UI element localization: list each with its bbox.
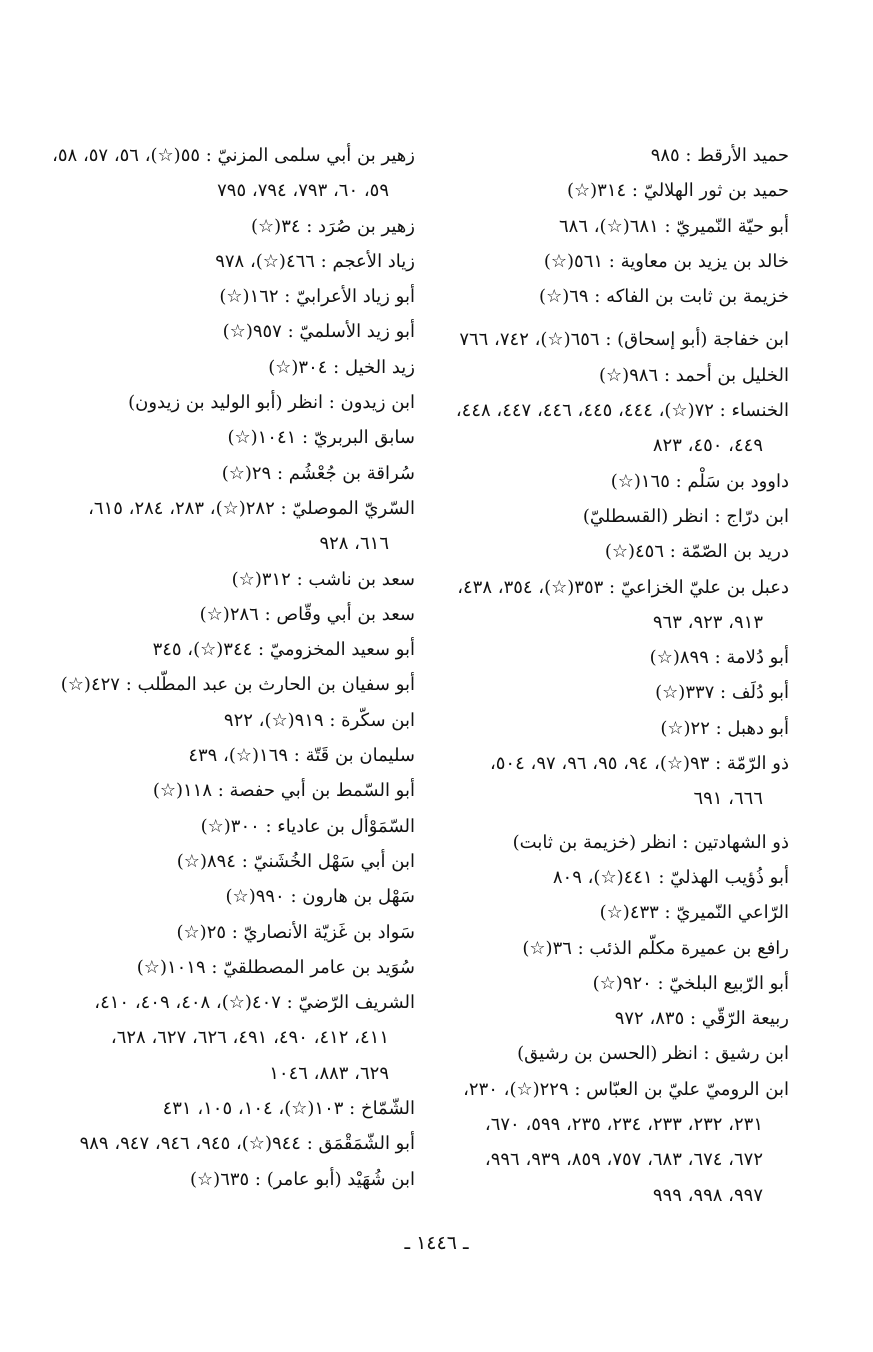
index-entry [65,209,415,244]
index-entry [441,746,789,817]
index-entry-continuation: ٩٩٧، ٩٩٨، ٩٩٩ [652,1184,763,1206]
entry-group-spacer [441,817,789,825]
index-entry-line: أبو دهبل : ٢٢(☆) [660,717,789,739]
index-entry-line: أبو زياد الأعرابيّ : ١٦٢(☆) [219,286,415,308]
index-entry [441,393,789,464]
index-entry-line: ابن زيدون : انظر (أبو الوليد بن زيدون) [128,392,415,414]
index-entry [441,895,789,930]
index-entry [441,358,789,393]
index-entry-line: داوود بن سَلْم : ١٦٥(☆) [610,470,789,492]
index-column-left [52,138,415,1197]
index-entry-line: خزيمة بن ثابت بن الفاكه : ٦٩(☆) [539,286,789,308]
index-entry [65,773,415,808]
index-entry-line: زيد الخيل : ٣٠٤(☆) [268,356,415,378]
index-entry-line: أبو الشّمَقْمَق : ٩٤٤(☆)، ٩٤٥، ٩٤٦، ٩٤٧، ٩٨٩ [79,1133,415,1155]
index-entry-line: ذو الرّمّة : ٩٣(☆)، ٩٤، ٩٥، ٩٦، ٩٧، ٥٠٤، [489,753,789,775]
index-entry-continuation: ٦٦٦، ٦٩١ [693,788,763,810]
index-entry-continuation: ٦٧٢، ٦٧٤، ٦٨٣، ٧٥٧، ٨٥٩، ٩٣٩، ٩٩٦، [484,1149,763,1171]
index-entry [65,879,415,914]
index-entry [65,597,415,632]
index-entry [65,491,415,562]
index-entry-line: ابن شُهَيْد (أبو عامر) : ٦٣٥(☆) [190,1168,415,1190]
index-entry-line: أبو الرّبيع البلخيّ : ٩٢٠(☆) [592,972,789,994]
index-entry-line: ذو الشهادتين : انظر (خزيمة بن ثابت) [512,831,789,853]
index-entry [441,244,789,279]
index-entry [65,738,415,773]
index-entry-line: دريد بن الصّمّة : ٤٥٦(☆) [604,541,789,563]
index-entry-line: السّريّ الموصليّ : ٢٨٢(☆)، ٢٨٣، ٢٨٤، ٦١٥، [88,497,415,519]
index-entry [441,570,789,641]
index-entry-line: أبو حيّة النّميريّ : ٦٨١(☆)، ٦٨٦ [559,215,789,237]
index-entry-line: ابن رشيق : انظر (الحسن بن رشيق) [517,1043,789,1065]
index-entry-line: زهير بن أبي سلمى المزنيّ : ٥٥(☆)، ٥٦، ٥٧، ٥٨، [52,145,415,166]
index-entry [441,499,789,534]
index-entry-line: حميد الأرقط : ٩٨٥ [650,145,789,166]
index-entry-continuation: ٩١٣، ٩٢٣، ٩٦٣ [652,611,763,633]
index-entry [441,322,789,357]
index-entry-line: ابن سكّرة : ٩١٩(☆)، ٩٢٢ [223,709,415,731]
index-entry [441,138,789,173]
index-entry-continuation: ٢٣١، ٢٣٢، ٢٣٣، ٢٣٤، ٢٣٥، ٥٩٩، ٦٧٠، [484,1114,763,1136]
index-entry [65,1126,415,1161]
index-entry [65,385,415,420]
index-entry [65,1091,415,1126]
index-entry-line: ابن خفاجة (أبو إسحاق) : ٦٥٦(☆)، ٧٤٢، ٧٦٦ [459,329,789,351]
index-entry [65,985,415,1091]
index-entry-line: ربيعة الرّقّي : ٨٣٥، ٩٧٢ [614,1008,789,1030]
index-entry [65,350,415,385]
index-entry [65,809,415,844]
index-entry-line: أبو دُلَف : ٣٣٧(☆) [655,682,789,704]
index-entry-line: سَواد بن غَزيّة الأنصاريّ : ٢٥(☆) [176,921,415,943]
index-entry-line: سعد بن أبي وقّاص : ٢٨٦(☆) [199,603,415,625]
index-entry [441,279,789,314]
index-entry-continuation: ٤٤٩، ٤٥٠، ٨٢٣ [652,435,763,457]
index-entry [65,915,415,950]
index-entry [65,562,415,597]
index-entry [441,534,789,569]
index-entry [441,966,789,1001]
index-entry [441,640,789,675]
index-entry [65,314,415,349]
index-entry [65,244,415,279]
index-entry [441,1001,789,1036]
index-entry-line: سَهْل بن هارون : ٩٩٠(☆) [225,886,415,908]
index-entry-line: أبو زيد الأسلميّ : ٩٥٧(☆) [222,321,415,343]
index-entry-line: سُراقة بن جُعْشُم : ٢٩(☆) [221,462,415,484]
index-entry [441,931,789,966]
index-entry-line: زهير بن صُرَد : ٣٤(☆) [251,215,415,237]
index-entry-line: أبو سفيان بن الحارث بن عبد المطّلب : ٤٢٧(☆) [60,674,415,696]
index-entry-line: الشريف الرّضيّ : ٤٠٧(☆)، ٤٠٨، ٤٠٩، ٤١٠، [94,992,415,1014]
index-entry-line: رافع بن عميرة مكلّم الذئب : ٣٦(☆) [522,937,789,959]
index-entry-line: زياد الأعجم : ٤٦٦(☆)، ٩٧٨ [215,250,415,272]
index-entry [441,860,789,895]
index-entry [65,279,415,314]
index-entry-line: سعد بن ناشب : ٣١٢(☆) [231,568,415,590]
index-entry [441,711,789,746]
index-entry-line: حميد بن ثور الهلاليّ : ٣١٤(☆) [566,180,789,202]
index-entry [65,844,415,879]
index-entry [65,1162,415,1197]
index-entry [65,456,415,491]
index-entry-continuation: ٦٢٩، ٨٨٣، ١٠٤٦ [269,1062,389,1084]
index-entry-line: الشّمّاخ : ١٠٣(☆)، ١٠٤، ١٠٥، ٤٣١ [162,1098,415,1120]
page-number: ـ ١٤٤٦ ـ [404,1232,469,1254]
index-entry [65,632,415,667]
index-entry-line: ابن أبي سَهْل الخُشَنيّ : ٨٩٤(☆) [176,850,415,872]
index-entry [441,464,789,499]
index-entry-line: ابن الروميّ عليّ بن العبّاس : ٢٢٩(☆)، ٢٣٠، [463,1078,789,1100]
index-entry-line: السّمَوْأل بن عادياء : ٣٠٠(☆) [200,815,415,837]
index-entry-line: ابن درّاج : انظر (القسطليّ) [582,505,789,527]
index-entry-line: الخليل بن أحمد : ٩٨٦(☆) [599,364,789,386]
index-entry [441,209,789,244]
index-entry-line: دعبل بن عليّ الخزاعيّ : ٣٥٣(☆)، ٣٥٤، ٤٣٨، [457,576,789,598]
index-entry-continuation: ٤١١، ٤١٢، ٤٩٠، ٤٩١، ٦٢٦، ٦٢٧، ٦٢٨، [110,1027,389,1049]
index-entry-line: أبو سعيد المخزوميّ : ٣٤٤(☆)، ٣٤٥ [152,639,415,661]
index-entry [441,173,789,208]
index-entry-line: الرّاعي النّميريّ : ٤٣٣(☆) [599,902,789,924]
index-entry-continuation: ٥٩، ٦٠، ٧٩٣، ٧٩٤، ٧٩٥ [217,180,389,202]
index-entry [60,667,415,702]
entry-group-spacer [441,314,789,322]
index-entry [441,1072,789,1213]
index-entry-line: الخنساء : ٧٢(☆)، ٤٤٤، ٤٤٥، ٤٤٦، ٤٤٧، ٤٤٨، [455,400,789,422]
index-entry-line: سابق البربريّ : ١٠٤١(☆) [227,427,415,449]
index-entry [65,420,415,455]
index-entry [65,703,415,738]
index-entry-line: أبو دُلامة : ٨٩٩(☆) [649,647,789,669]
index-entry-line: أبو ذُؤيب الهذليّ : ٤٤١(☆)، ٨٠٩ [552,866,789,888]
index-entry [65,950,415,985]
index-entry [441,825,789,860]
index-column-right [441,138,789,1213]
index-entry-continuation: ٦١٦، ٩٢٨ [319,533,389,555]
index-entry-line: خالد بن يزيد بن معاوية : ٥٦١(☆) [543,250,789,272]
index-entry [441,1036,789,1071]
index-entry-line: سليمان بن قَتّة : ١٦٩(☆)، ٤٣٩ [188,745,415,767]
index-entry-line: سُوَيد بن عامر المصطلقيّ : ١٠١٩(☆) [136,956,415,978]
index-entry [441,675,789,710]
index-entry [52,138,415,209]
index-entry-line: أبو السّمط بن أبي حفصة : ١١٨(☆) [152,780,415,802]
